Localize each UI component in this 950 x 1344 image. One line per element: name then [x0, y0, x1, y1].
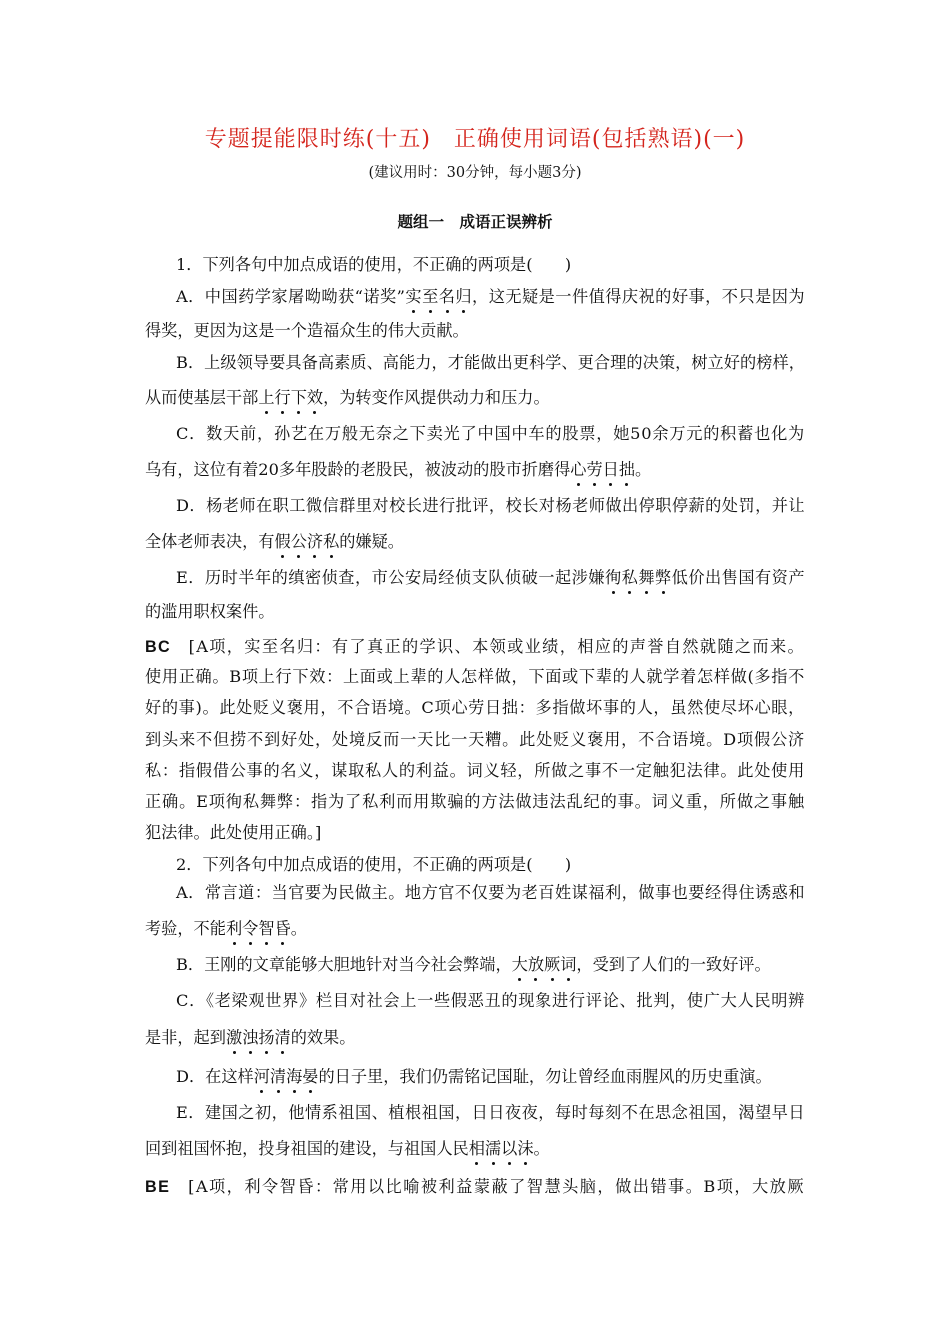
line-text: 是非，起到 [145, 1028, 226, 1047]
text-line [176, 254, 571, 276]
text-line [176, 990, 805, 1012]
line-text: C．数天前，孙艺在万般无奈之下卖光了中国中车的股票，她50余万元的积蓄也化为 [176, 424, 805, 443]
line-text: C．《老梁观世界》栏目对社会上一些假恶丑的现象进行评论、批判，使广大人民明辨 [176, 991, 805, 1010]
emphasized-idiom: 徇私舞弊 [604, 568, 672, 587]
text-line [176, 882, 805, 904]
emphasized-idiom: 相濡以沫 [468, 1139, 534, 1158]
emphasized-idiom: 河清海晏 [253, 1067, 319, 1086]
text-line [145, 729, 805, 751]
text-line [145, 1176, 805, 1198]
text-line [145, 320, 469, 342]
line-text: 从而使基层干部 [145, 388, 259, 407]
line-text: 1．下列各句中加点成语的使用，不正确的两项是( ) [176, 255, 572, 274]
line-text: ，这无疑是一件值得庆祝的好事，不只是因为 [472, 287, 806, 306]
line-text: B．王刚的文章能够大胆地针对当今社会弊端， [176, 955, 512, 974]
emphasized-idiom: 心劳日拙 [570, 460, 636, 479]
emphasized-idiom: 实至名归 [405, 287, 473, 306]
text-line [145, 822, 321, 844]
text-line [176, 567, 805, 589]
answer-label: BE [145, 1178, 171, 1196]
text-line [145, 1027, 355, 1049]
text-line [145, 760, 805, 782]
text-line [176, 854, 571, 876]
text-line [176, 286, 805, 308]
answer-label: BC [145, 638, 172, 656]
text-line [145, 697, 805, 719]
text-line [176, 1066, 772, 1088]
line-text: 回到祖国怀抱，投身祖国的建设，与祖国人民 [145, 1139, 469, 1158]
line-text: A．中国药学家屠呦呦获“诺奖” [176, 287, 406, 306]
line-text: 正确。E项徇私舞弊：指为了私利而用欺骗的方法做违法乱纪的事。词义重，所做之事触 [145, 792, 805, 811]
line-text: ，受到了人们的一致好评。 [576, 955, 771, 974]
text-line [145, 531, 404, 553]
section-heading: 题组一 成语正误辨析 [397, 212, 553, 231]
text-line [145, 918, 307, 940]
page-subtitle: (建议用时：30分钟，每小题3分) [368, 165, 582, 181]
text-line [145, 459, 651, 481]
line-text: 低价出售国有资产 [671, 568, 806, 587]
page-title: 专题提能限时练(十五) 正确使用词语(包括熟语)(一) [204, 127, 746, 152]
line-text: 犯法律。此处使用正确。] [145, 823, 322, 842]
text-line [145, 791, 805, 813]
line-text: 的嫌疑。 [339, 532, 404, 551]
line-text: 的滥用职权案件。 [145, 602, 275, 621]
text-line [145, 601, 275, 623]
line-text: 的效果。 [290, 1028, 356, 1047]
line-text: 。 [290, 919, 307, 938]
line-text: 全体老师表决，有 [145, 532, 275, 551]
line-text: ，为转变作风提供动力和压力。 [323, 388, 550, 407]
line-text: B．上级领导要具备高素质、高能力，才能做出更科学、更合理的决策，树立好的榜样， [176, 353, 805, 372]
emphasized-idiom: 假公济私 [274, 532, 340, 551]
text-line [176, 423, 805, 445]
emphasized-idiom: 上行下效 [258, 388, 324, 407]
text-line [145, 636, 805, 658]
line-text: E．历时半年的缜密侦查，市公安局经侦支队侦破一起涉嫌 [176, 568, 605, 587]
line-text: 考验，不能 [145, 919, 226, 938]
text-line [176, 352, 805, 374]
emphasized-idiom: 激浊扬清 [225, 1028, 291, 1047]
line-text: [A项，实至名归：有了真正的学识、本领或业绩，相应的声誉自然就随之而来。 [171, 637, 805, 656]
text-line [176, 954, 771, 976]
line-text: 。 [533, 1139, 550, 1158]
line-text: 私：指假借公事的名义，谋取私人的利益。词义轻，所做之事不一定触犯法律。此处使用 [145, 761, 805, 780]
line-text: 到头来不但捞不到好处，处境反而一天比一天糟。此处贬义褒用，不合语境。D项假公济 [145, 730, 805, 749]
line-text: D．杨老师在职工微信群里对校长进行批评，校长对杨老师做出停职停薪的处罚，并让 [176, 496, 805, 515]
line-text: 好的事)。此处贬义褒用，不合语境。C项心劳日拙：多指做坏事的人，虽然使尽坏心眼， [145, 698, 805, 717]
text-line [145, 1138, 550, 1160]
text-line [176, 1102, 805, 1124]
line-text: 得奖，更因为这是一个造福众生的伟大贡献。 [145, 321, 469, 340]
line-text: 使用正确。B项上行下效：上面或上辈的人怎样做，下面或下辈的人就学着怎样做(多指不 [145, 667, 805, 686]
text-line [176, 495, 805, 517]
line-text: 乌有，这位有着20多年股龄的老股民，被波动的股市折磨得 [145, 460, 571, 479]
line-text: A．常言道：当官要为民做主。地方官不仅要为老百姓谋福利，做事也要经得住诱惑和 [176, 883, 805, 902]
line-text: 的日子里，我们仍需铭记国耻，勿让曾经血雨腥风的历史重演。 [318, 1067, 772, 1086]
line-text: [A项，利令智昏：常用以比喻被利益蒙蔽了智慧头脑，做出错事。B项，大放厥 [170, 1177, 805, 1196]
emphasized-idiom: 大放厥词 [511, 955, 577, 974]
text-line [145, 387, 550, 409]
line-text: D．在这样 [176, 1067, 254, 1086]
emphasized-idiom: 利令智昏 [225, 919, 291, 938]
text-line [145, 666, 805, 688]
line-text: 。 [635, 460, 652, 479]
line-text: 2．下列各句中加点成语的使用，不正确的两项是( ) [176, 855, 572, 874]
line-text: E．建国之初，他情系祖国、植根祖国，日日夜夜，每时每刻不在思念祖国，渴望早日 [176, 1103, 805, 1122]
